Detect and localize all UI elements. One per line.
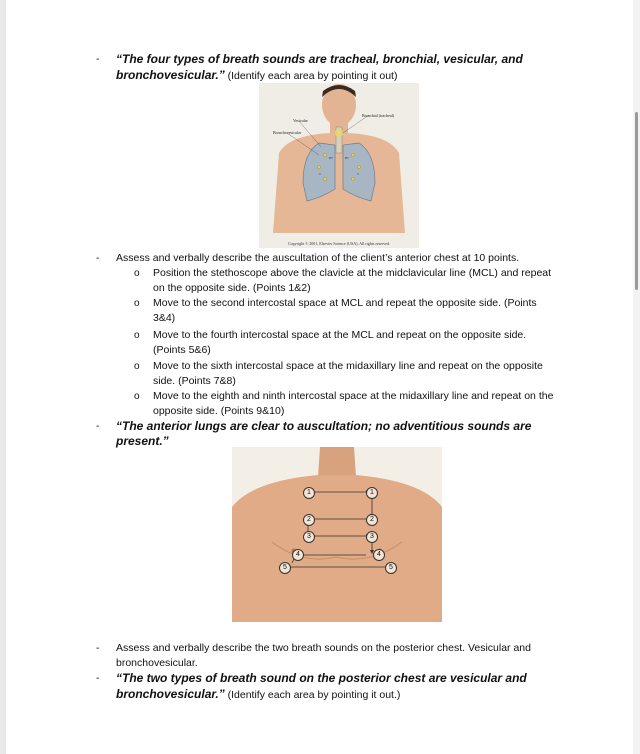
bullet-posterior-types	[96, 671, 556, 703]
point-marker: 2	[366, 514, 378, 526]
point-marker: 1	[303, 487, 315, 499]
point-marker: 5	[279, 562, 291, 574]
bullet-anterior-clear	[96, 419, 556, 449]
sub-point-text: Move to the second intercostal space at MCL and repeat the opposite side. (Points 3&4)	[153, 297, 537, 324]
page-left-border	[0, 0, 6, 754]
svg-text:V: V	[319, 172, 322, 176]
sub-point-5	[134, 389, 554, 419]
sub-point-2	[134, 296, 554, 326]
point-marker: 4	[292, 549, 304, 561]
label-vesicular: Vesicular	[293, 118, 308, 123]
sub-bullet-marker: o	[134, 298, 140, 309]
instruction-text: Assess and verbally describe the two breath sounds on the posterior chest. Vesicular and bronchovesicular.	[116, 642, 531, 669]
label-bronchial: Bronchial (tracheal)	[362, 113, 395, 118]
sub-bullet-marker: o	[134, 268, 140, 279]
point-marker: 3	[366, 531, 378, 543]
svg-text:BV: BV	[345, 156, 350, 160]
point-marker: 1	[366, 487, 378, 499]
instruction-note: (Identify each area by pointing it out)	[224, 70, 398, 82]
instruction-note: (Identify each area by pointing it out.)	[224, 689, 401, 701]
sub-point-text: Move to the sixth intercostal space at the midaxillary line and repeat on the opposite side. (Points 7&8)	[153, 360, 543, 387]
bullet-anterior-auscultation	[96, 251, 556, 266]
sub-point-3	[134, 328, 554, 358]
bullet-dash: -	[96, 420, 100, 432]
bullet-dash: -	[96, 252, 100, 264]
instruction-text: Assess and verbally describe the auscultation of the client’s anterior chest at 10 points.	[116, 252, 520, 264]
sub-bullet-marker: o	[134, 330, 140, 341]
sub-point-text: Position the stethoscope above the clavicle at the midclavicular line (MCL) and repeat on the opposite side. (Points 1&2)	[153, 267, 552, 294]
sub-point-1	[134, 266, 554, 296]
quote-text: “The four types of breath sounds are tracheal, bronchial, vesicular, and bronchovesicular.”	[116, 52, 523, 82]
anterior-breath-sounds-figure	[259, 83, 419, 248]
bullet-dash: -	[96, 53, 100, 65]
svg-text:V: V	[357, 172, 360, 176]
bullet-dash: -	[96, 642, 100, 654]
bullet-dash: -	[96, 672, 100, 684]
sub-point-text: Move to the eighth and ninth intercostal space at the midaxillary line and repeat on the opposite side. (Points 9&10)	[153, 390, 554, 417]
point-marker: 5	[385, 562, 397, 574]
point-marker: 2	[303, 514, 315, 526]
bullet-breath-sounds-types	[96, 52, 556, 84]
sub-point-text: Move to the fourth intercostal space at the MCL and repeat on the opposite side. (Points 5&6)	[153, 329, 527, 356]
quote-text: “The two types of breath sound on the posterior chest are vesicular and bronchovesicular.”	[116, 671, 527, 701]
svg-text:BV: BV	[329, 156, 334, 160]
quote-text: “The anterior lungs are clear to auscultation; no adventitious sounds are present.”	[116, 419, 532, 448]
sub-bullet-marker: o	[134, 391, 140, 402]
anterior-chest-points-figure	[232, 447, 442, 622]
scrollbar-thumb[interactable]	[635, 112, 638, 290]
bullet-posterior-auscultation	[96, 641, 556, 671]
sub-bullet-marker: o	[134, 361, 140, 372]
sub-point-4	[134, 359, 554, 389]
label-bronchovesicular: Bronchovesicular	[273, 130, 302, 135]
point-marker: 4	[373, 549, 385, 561]
point-marker: 3	[303, 531, 315, 543]
figure-copyright: Copyright © 2001, Elsevier Science (USA). All rights reserved.	[287, 241, 391, 246]
